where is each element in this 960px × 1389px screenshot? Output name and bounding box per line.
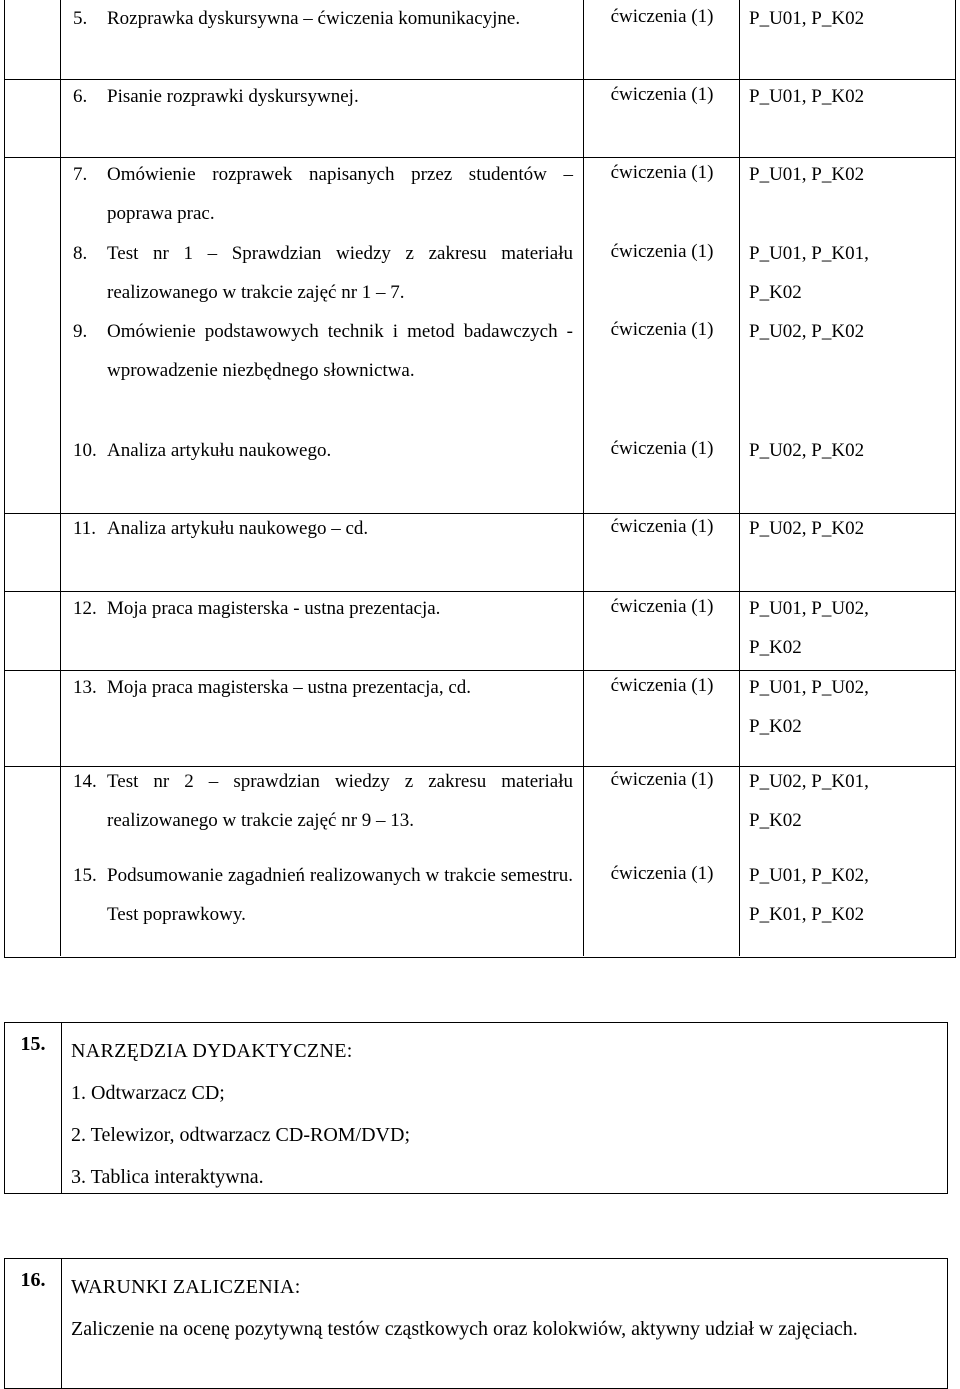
topic-cell — [73, 669, 573, 708]
column-divider — [60, 0, 61, 956]
topic-cell — [73, 857, 573, 934]
topic-text: Pisanie rozprawki dyskursywnej. — [107, 86, 359, 107]
schedule-table — [4, 0, 956, 958]
effects-cell: P_U01, P_K02 — [749, 164, 865, 185]
row-number: 13. — [73, 677, 97, 698]
section-number: 16. — [20, 1269, 46, 1291]
row-number: 5. — [73, 8, 88, 29]
topic-cell — [73, 763, 573, 840]
topic-text: Moja praca magisterska – ustna prezentacja, cd. — [107, 677, 472, 698]
topic-cell — [73, 78, 573, 117]
row-number: 14. — [73, 771, 97, 792]
topic-cell — [73, 313, 573, 390]
effects-cell: P_U01, P_K02 — [749, 8, 865, 29]
section-16-box — [4, 1258, 948, 1389]
topic-text: Podsumowanie zagadnień realizowanych w trakcie semestru. Test poprawkowy. — [107, 865, 573, 925]
section-divider — [61, 1023, 62, 1193]
section-divider — [61, 1259, 62, 1388]
row-number: 6. — [73, 86, 88, 107]
effects-cell: P_U01, P_K01, P_K02 — [749, 243, 869, 303]
form-cell: ćwiczenia (1) — [610, 675, 714, 696]
effects-cell: P_U02, P_K02 — [749, 321, 865, 342]
topic-cell — [73, 510, 573, 549]
form-cell: ćwiczenia (1) — [610, 516, 714, 537]
topic-cell — [73, 156, 573, 233]
topic-text: Test nr 1 – Sprawdzian wiedzy z zakresu materiału realizowanego w trakcie zajęć nr 1 – 7. — [107, 243, 573, 303]
form-cell: ćwiczenia (1) — [610, 319, 714, 340]
list-item: 3. Tablica interaktywna. — [71, 1166, 264, 1188]
row-number: 7. — [73, 164, 88, 185]
effects-cell: P_U01, P_U02, P_K02 — [749, 598, 869, 658]
row-number: 10. — [73, 440, 97, 461]
section-content — [71, 1030, 927, 1198]
form-cell: ćwiczenia (1) — [610, 863, 714, 884]
effects-cell: P_U02, P_K01, P_K02 — [749, 771, 869, 831]
row-number: 9. — [73, 321, 88, 342]
topic-cell — [73, 235, 573, 312]
row-number: 11. — [73, 518, 97, 539]
topic-cell — [73, 0, 573, 39]
section-content — [71, 1266, 907, 1350]
topic-text: Rozprawka dyskursywna – ćwiczenia komunikacyjne. — [107, 8, 521, 29]
topic-text: Analiza artykułu naukowego – cd. — [107, 518, 369, 539]
form-cell: ćwiczenia (1) — [610, 6, 714, 27]
column-divider — [739, 0, 740, 956]
topic-cell — [73, 590, 573, 629]
topic-text: Moja praca magisterska - ustna prezentacja. — [107, 598, 441, 619]
section-heading: WARUNKI ZALICZENIA: — [71, 1276, 301, 1298]
row-number: 15. — [73, 865, 97, 886]
row-number: 12. — [73, 598, 97, 619]
topic-text: Omówienie rozprawek napisanych przez studentów – poprawa prac. — [107, 164, 573, 224]
effects-cell: P_U01, P_K02 — [749, 86, 865, 107]
effects-cell: P_U02, P_K02 — [749, 518, 865, 539]
form-cell: ćwiczenia (1) — [610, 241, 714, 262]
column-divider — [583, 0, 584, 956]
topic-cell — [73, 432, 573, 471]
effects-cell: P_U01, P_K02, P_K01, P_K02 — [749, 865, 869, 925]
form-cell: ćwiczenia (1) — [610, 438, 714, 459]
section-heading: NARZĘDZIA DYDAKTYCZNE: — [71, 1040, 353, 1062]
form-cell: ćwiczenia (1) — [610, 769, 714, 790]
row-number: 8. — [73, 243, 88, 264]
effects-cell: P_U02, P_K02 — [749, 440, 865, 461]
topic-text: Analiza artykułu naukowego. — [107, 440, 332, 461]
form-cell: ćwiczenia (1) — [610, 596, 714, 617]
topic-text: Omówienie podstawowych technik i metod badawczych - wprowadzenie niezbędnego słownictwa. — [107, 321, 573, 381]
list-item: 2. Telewizor, odtwarzacz CD-ROM/DVD; — [71, 1124, 411, 1146]
list-item: 1. Odtwarzacz CD; — [71, 1082, 225, 1104]
effects-cell: P_U01, P_U02, P_K02 — [749, 677, 869, 737]
topic-text: Test nr 2 – sprawdzian wiedzy z zakresu materiału realizowanego w trakcie zajęć nr 9 – 13. — [107, 771, 573, 831]
form-cell: ćwiczenia (1) — [610, 84, 714, 105]
section-text: Zaliczenie na ocenę pozytywną testów cząstkowych oraz kolokwiów, aktywny udział w zajęciach. — [71, 1318, 858, 1340]
section-15-box — [4, 1022, 948, 1194]
section-number: 15. — [20, 1033, 46, 1055]
form-cell: ćwiczenia (1) — [610, 162, 714, 183]
